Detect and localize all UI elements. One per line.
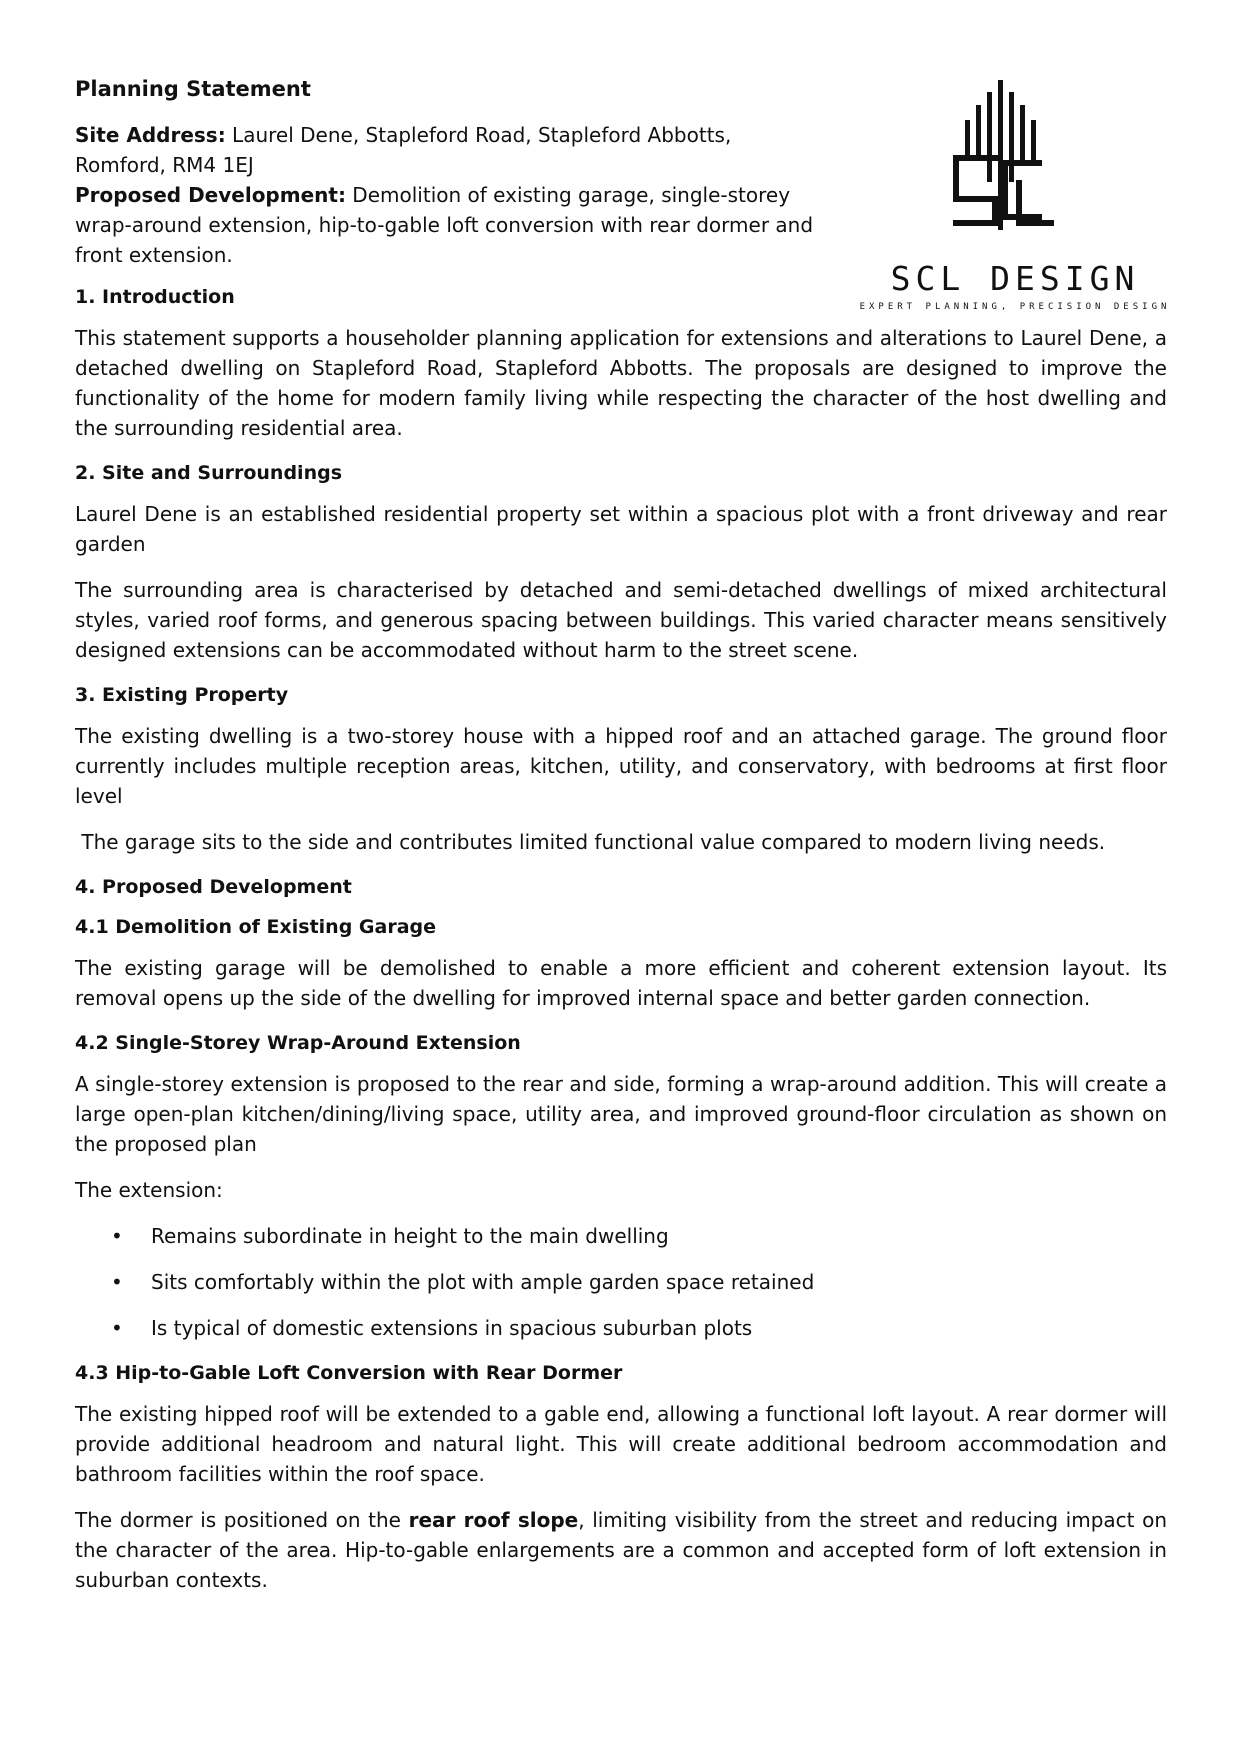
existing-paragraph-1: The existing dwelling is a two-storey house with a hipped roof and an attached garage. The ground floor currently includes multiple reception areas, kitchen, utility, and conservatory, with bedrooms at first floor level: [75, 724, 1167, 808]
heading-wrap-around-extension: 4.2 Single-Storey Wrap-Around Extension: [75, 1032, 521, 1054]
site-address: [75, 120, 825, 180]
site-details: [75, 120, 825, 270]
site-address-label: Site Address:: [75, 123, 226, 147]
loft-paragraph-2-start: The dormer is positioned on the: [75, 1508, 409, 1532]
rear-roof-slope-emphasis: rear roof slope: [408, 1508, 579, 1532]
extension-paragraph-1: A single-storey extension is proposed to the rear and side, forming a wrap-around addition. This will create a large open-plan kitchen/dining/living space, utility area, and improved ground-floor circulation as shown on the proposed plan: [75, 1072, 1167, 1156]
document-title: Planning Statement: [75, 77, 311, 101]
extension-paragraph-2: The extension:: [75, 1178, 223, 1202]
proposed-development: [75, 180, 825, 270]
loft-paragraph-2: [75, 1505, 1167, 1595]
site-paragraph-1: Laurel Dene is an established residential property set within a spacious plot with a front driveway and rear garden: [75, 502, 1167, 556]
bullet-symbol: •: [111, 1270, 123, 1294]
list-item: [75, 1221, 1167, 1251]
bullet-symbol: •: [111, 1224, 123, 1248]
heading-loft-conversion: 4.3 Hip-to-Gable Loft Conversion with Rear Dormer: [75, 1362, 623, 1384]
introduction-paragraph: This statement supports a householder planning application for extensions and alterations to Laurel Dene, a detached dwelling on Stapleford Road, Stapleford Abbotts. The proposals are designed to improve the functionality of the home for modern family living while respecting the character of the host dwelling and the surrounding residential area.: [75, 326, 1167, 440]
list-item-text: Remains subordinate in height to the main dwelling: [151, 1224, 669, 1248]
bullet-symbol: •: [111, 1316, 123, 1340]
list-item-text: Sits comfortably within the plot with ample garden space retained: [151, 1270, 815, 1294]
existing-paragraph-2: The garage sits to the side and contributes limited functional value compared to modern living needs.: [75, 830, 1106, 854]
site-paragraph-2: The surrounding area is characterised by detached and semi-detached dwellings of mixed architectural styles, varied roof forms, and generous spacing between buildings. This varied character means sensitively designed extensions can be accommodated without harm to the street scene.: [75, 578, 1167, 662]
loft-paragraph-2-end: , limiting visibility from the street and reducing impact on the character of the area. Hip-to-gable enlargements are a common and accepted form of loft extension in suburban contexts.: [75, 1508, 1167, 1592]
proposed-development-label: Proposed Development:: [75, 183, 346, 207]
heading-introduction: 1. Introduction: [75, 286, 235, 308]
logo-tagline: EXPERT PLANNING, PRECISION DESIGN: [859, 302, 1171, 312]
demolition-paragraph: The existing garage will be demolished to enable a more efficient and coherent extension layout. Its removal opens up the side of the dwelling for improved internal space and better garden connection.: [75, 956, 1167, 1010]
list-item-text: Is typical of domestic extensions in spacious suburban plots: [151, 1316, 753, 1340]
heading-site-surroundings: 2. Site and Surroundings: [75, 462, 343, 484]
extension-bullet-list: [75, 1221, 1167, 1343]
site-address-value: Laurel Dene, Stapleford Road, Stapleford Abbotts, Romford, RM4 1EJ: [75, 123, 732, 177]
loft-paragraph-1: The existing hipped roof will be extended to a gable end, allowing a functional loft layout. A rear dormer will provide additional headroom and natural light. This will create additional bedroom accommodation and bathroom facilities within the roof space.: [75, 1402, 1167, 1486]
heading-proposed-development: 4. Proposed Development: [75, 876, 352, 898]
heading-demolition-garage: 4.1 Demolition of Existing Garage: [75, 916, 437, 938]
heading-existing-property: 3. Existing Property: [75, 684, 289, 706]
document-body: [75, 74, 1167, 1611]
logo-company-name: SCL DESIGN: [890, 259, 1140, 298]
proposed-development-value: Demolition of existing garage, single-storey wrap-around extension, hip-to-gable loft conversion with rear dormer and front extension.: [75, 183, 814, 267]
list-item: [75, 1313, 1167, 1343]
list-item: [75, 1267, 1167, 1297]
